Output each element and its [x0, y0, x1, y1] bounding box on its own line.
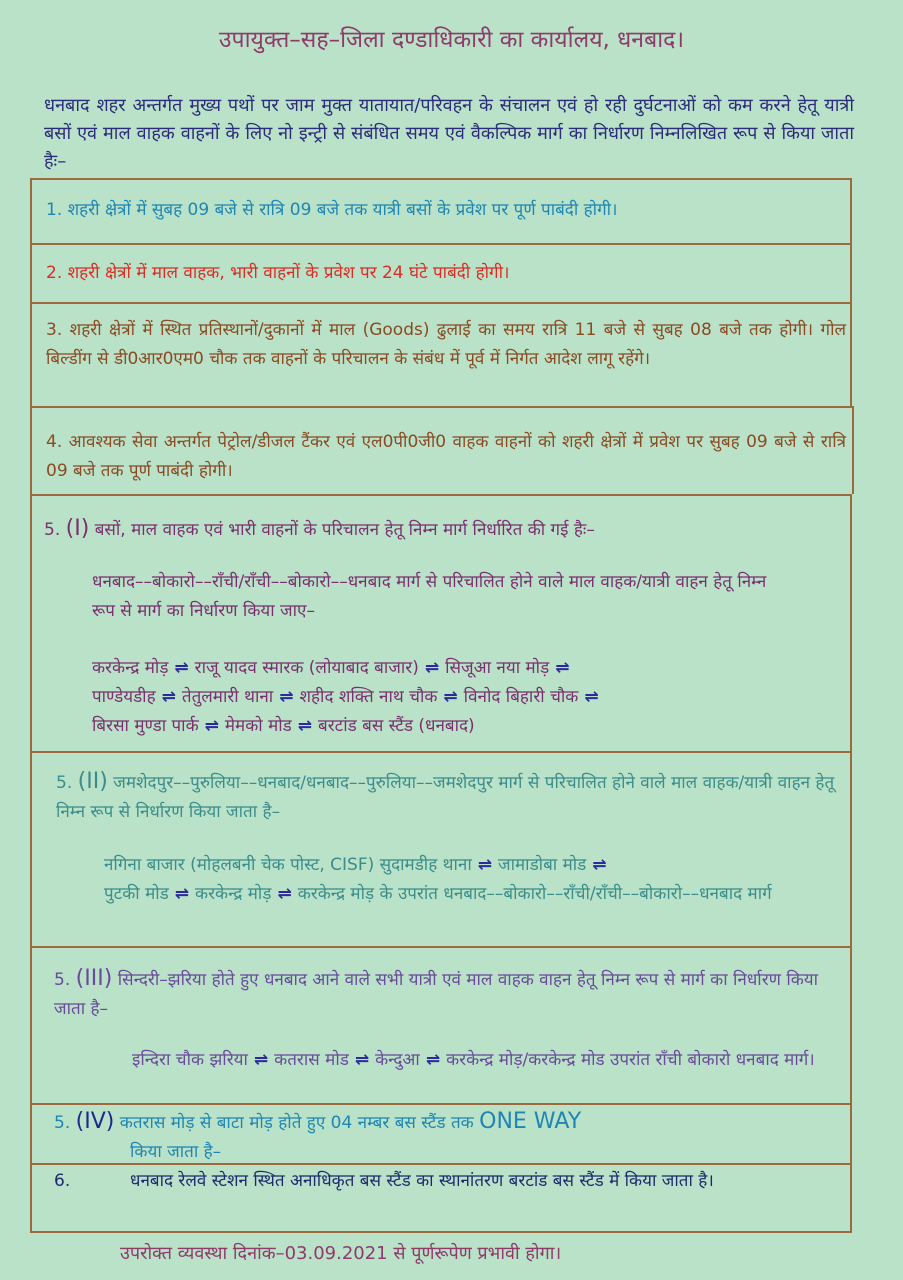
route-stop: करकेन्द्र मोड़ के उपरांत धनबाद––बोकारो––राँची/राँची––बोकारो––धनबाद मार्ग	[297, 884, 772, 904]
route-stop: जामाडोबा मोड	[498, 855, 587, 875]
two-way-arrow-icon: ⇌	[584, 687, 599, 707]
route-5-ii	[104, 851, 834, 909]
notice-item-3: 3. शहरी क्षेत्रों में स्थित प्रतिस्थानों/दुकानों में माल (Goods) ढुलाई का समय रात्रि 11 बजे से सुबह 08 बजे तक होगी। गोल बिल्डींग से डी0आर0एम0 चौक तक वाहनों के परिचालन के संबंध में पूर्व में निर्गत आदेश लागू रहेंगे।	[46, 320, 846, 369]
item-number-6: 6.	[54, 1171, 71, 1191]
two-way-arrow-icon: ⇌	[425, 1050, 441, 1070]
one-way-label: ONE WAY	[479, 1109, 582, 1134]
two-way-arrow-icon: ⇌	[592, 855, 607, 875]
notice-item-5-ii-heading	[56, 767, 836, 827]
page-title: उपायुक्त–सह–जिला दण्डाधिकारी का कार्यालय, धनबाद।	[218, 27, 685, 53]
two-way-arrow-icon: ⇌	[477, 855, 492, 875]
route-stop: राजू यादव स्मारक (लोयाबाद बाजार)	[194, 658, 419, 678]
notice-item-5-i-heading	[44, 514, 844, 545]
two-way-arrow-icon: ⇌	[297, 716, 312, 736]
route-stop: करकेन्द्र मोड़	[92, 658, 169, 678]
route-stop: बरटांड बस स्टैंड (धनबाद)	[317, 716, 475, 736]
route-stop: मेमको मोड	[224, 716, 292, 736]
notice-item-5-iv	[54, 1107, 834, 1167]
notice-box-4	[30, 406, 854, 494]
two-way-arrow-icon: ⇌	[279, 687, 294, 707]
route-stop: विनोद बिहारी चौक	[463, 687, 579, 707]
two-way-arrow-icon: ⇌	[354, 1050, 370, 1070]
notice-box-5-iv	[30, 1103, 852, 1163]
route-stop: शहीद शक्ति नाथ चौक	[299, 687, 438, 707]
notice-item-5-iii-heading	[54, 964, 844, 1024]
item-heading: सिन्दरी–झरिया होते हुए धनबाद आने वाले सभी यात्री एवं माल वाहक वाहन हेतू निम्न रूप से मार्ग का निर्धारण किया जाता है–	[54, 970, 819, 1019]
item-roman-number: (I)	[65, 516, 90, 541]
effective-date-footer: उपरोक्त व्यवस्था दिनांक–03.09.2021 से पूर्णरूपेण प्रभावी होगा।	[120, 1243, 562, 1264]
route-stop: सिजूआ नया मोड़	[445, 658, 550, 678]
intro-paragraph: धनबाद शहर अन्तर्गत मुख्य पथों पर जाम मुक्त यातायात/परिवहन के संचालन एवं हो रही दुर्घटनाओं को कम करने हेतू यात्री बसों एवं माल वाहक वाहनों के लिए नो इन्ट्री से संबंधित समय एवं वैकल्पिक मार्ग का निर्धारण निम्नलिखित रूप से किया जाता हैः–	[44, 95, 854, 172]
route-stop: बिरसा मुण्डा पार्क	[92, 716, 199, 736]
two-way-arrow-icon: ⇌	[204, 716, 219, 736]
notice-box-5-iii	[30, 946, 852, 1103]
item-prefix: 5.	[44, 520, 61, 540]
notice-box-1	[30, 178, 852, 243]
route-stop: नगिना बाजार (मोहलबनी चेक पोस्ट, CISF) सुदामडीह थाना	[104, 855, 472, 875]
item-text-continued: किया जाता है–	[130, 1142, 222, 1162]
item-roman-number: (III)	[75, 966, 113, 991]
item-heading: बसों, माल वाहक एवं भारी वाहनों के परिचालन हेतू निम्न मार्ग निर्धारित की गई हैः–	[94, 520, 595, 540]
notice-item-1: 1. शहरी क्षेत्रों में सुबह 09 बजे से रात्रि 09 बजे तक यात्री बसों के प्रवेश पर पूर्ण पाबंदी होगी।	[46, 200, 618, 220]
route-stop: पाण्डेयडीह	[92, 687, 156, 707]
route-stop: करकेन्द्र मोड़	[195, 884, 272, 904]
notice-box-5-i	[30, 494, 852, 751]
route-stop: इन्दिरा चौक झरिया	[132, 1050, 248, 1070]
notice-item-4: 4. आवश्यक सेवा अन्तर्गत पेट्रोल/डीजल टैंकर एवं एल0पी0जी0 वाहक वाहनों को शहरी क्षेत्रों में प्रवेश पर सुबह 09 बजे से रात्रि 09 बजे तक पूर्ण पाबंदी होगी।	[46, 432, 846, 481]
two-way-arrow-icon: ⇌	[424, 658, 440, 678]
notice-box-5-ii	[30, 751, 852, 946]
notice-box-6	[30, 1163, 852, 1233]
notice-item-2: 2. शहरी क्षेत्रों में माल वाहक, भारी वाहनों के प्रवेश पर 24 घंटे पाबंदी होगी।	[46, 263, 510, 283]
two-way-arrow-icon: ⇌	[277, 884, 292, 904]
notice-item-5-i-description: धनबाद––बोकारो––राँची/राँची––बोकारो––धनबाद मार्ग से परिचालित होने वाले माल वाहक/यात्री वाहन हेतू निम्न रूप से मार्ग का निर्धारण किया जाए–	[92, 572, 767, 621]
route-stop: पुटकी मोड	[104, 884, 169, 904]
item-prefix: 5.	[56, 773, 73, 793]
two-way-arrow-icon: ⇌	[161, 687, 176, 707]
two-way-arrow-icon: ⇌	[555, 658, 570, 678]
two-way-arrow-icon: ⇌	[174, 884, 190, 904]
notice-box-3	[30, 302, 852, 406]
route-stop: तेतुलमारी थाना	[181, 687, 274, 707]
two-way-arrow-icon: ⇌	[253, 1050, 269, 1070]
item-roman-number: (II)	[77, 769, 108, 794]
notice-item-6: धनबाद रेलवे स्टेशन स्थित अनाधिकृत बस स्टैंड का स्थानांतरण बरटांड बस स्टैंड में किया जाता है।	[130, 1171, 714, 1191]
route-stop: केन्दुआ	[375, 1050, 420, 1070]
item-roman-number: (IV)	[75, 1109, 115, 1134]
route-5-iii	[132, 1046, 832, 1075]
two-way-arrow-icon: ⇌	[174, 658, 189, 678]
route-stop: करकेन्द्र मोड़/करकेन्द्र मोड उपरांत राँची बोकारो धनबाद मार्ग।	[446, 1050, 815, 1070]
route-stop: कतरास मोड	[274, 1050, 349, 1070]
two-way-arrow-icon: ⇌	[443, 687, 458, 707]
notice-box-2	[30, 243, 852, 302]
item-heading: जमशेदपुर––पुरुलिया––धनबाद/धनबाद––पुरुलिया––जमशेदपुर मार्ग से परिचालित होने वाले माल वाहक/यात्री वाहन हेतू निम्न रूप से निर्धारण किया जाता है–	[56, 773, 835, 822]
route-5-i	[92, 654, 842, 741]
item-prefix: 5.	[54, 970, 71, 990]
item-text: कतरास मोड़ से बाटा मोड़ होते हुए 04 नम्बर बस स्टैंड तक	[119, 1113, 474, 1133]
item-prefix: 5.	[54, 1113, 71, 1133]
